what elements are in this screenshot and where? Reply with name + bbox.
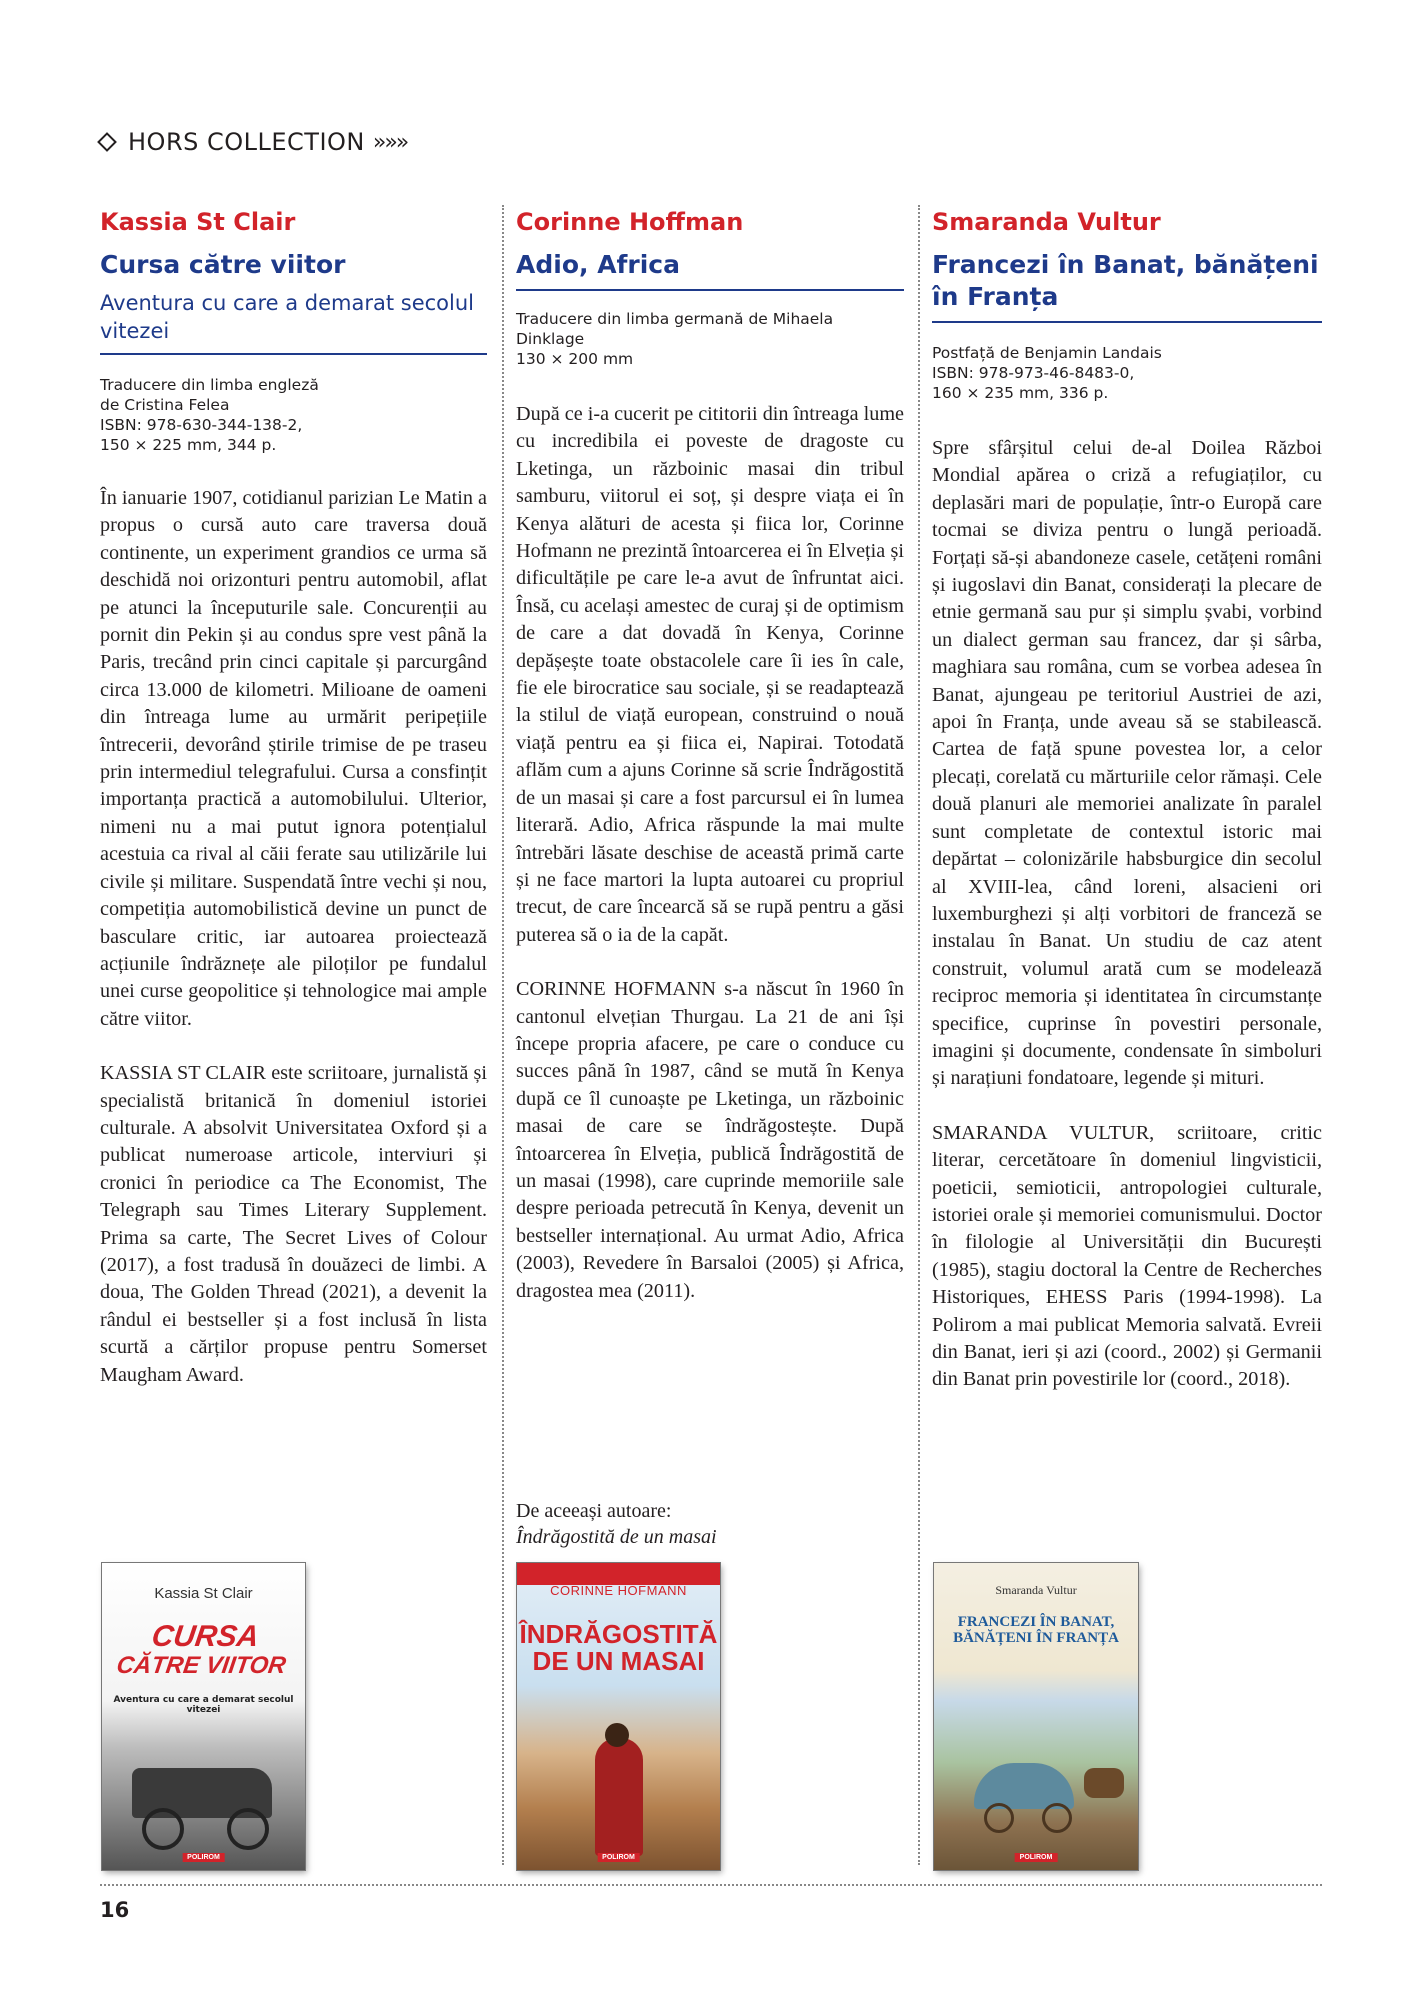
wheel-illustration: [984, 1803, 1014, 1833]
book-subtitle: Aventura cu care a demarat secolul vitezei: [100, 291, 474, 343]
double-chevron-icon: »»»: [372, 129, 408, 155]
description-paragraph: După ce i-a cucerit pe cititorii din întreaga lume cu incredibila ei poveste de dragoste cu Lketinga, un războinic masai din tribul samburu, viitorul ei soț, și despre viața ei în Kenya alături de acesta și fiica lor, Corinne Hofmann ne prezintă întoarcerea ei în Elveția și dificultățile pe care le-a avut de înfruntat aici. Însă, cu același amestec de curaj și de optimism de care a dat dovadă în Kenya, Corinne depășește toate obstacolele care îi ies în cale, fie ele birocratice sau sociale, și se readaptează la stilul de viață european, construind o nouă viață pentru ea și fiica ei, Napirai. Totodată aflăm cum a ajuns Corinne să scrie Îndrăgostită de un masai și care a fost parcursul ei în lumea literară. Adio, Africa răspunde la mai multe întrebări lăsate deschise de această primă carte și ne face martori la lupta autoarei cu propriul trecut, de care încearcă să se rupă pentru a găsi puterea să o ia de la capăt.: [516, 403, 904, 946]
book-author: Smaranda Vultur: [932, 208, 1161, 236]
publisher-logo: POLIROM: [182, 1853, 225, 1862]
meta-line: ISBN: 978-630-344-138-2,: [100, 416, 303, 434]
wagon-illustration: [974, 1763, 1074, 1809]
masai-figure-illustration: [595, 1738, 643, 1856]
book-entry-francezi: [932, 205, 1322, 1421]
book-entry-cursa: [100, 205, 487, 1416]
book-title: Francezi în Banat, bănățeni în Franța: [932, 250, 1319, 311]
cover-title: [517, 1621, 720, 1676]
cover-title-line: FRANCEZI ÎN BANAT,: [957, 1614, 1115, 1630]
meta-line: ISBN: 978-973-46-8483-0,: [932, 364, 1135, 382]
title-rule: [932, 321, 1322, 323]
cover-author: Kassia St Clair: [154, 1585, 253, 1602]
book-entry-adio-africa: [516, 205, 904, 1332]
page-number: 16: [100, 1898, 130, 1922]
also-title: Îndrăgostită de un masai: [516, 1526, 717, 1548]
section-label: HORS COLLECTION: [128, 128, 365, 156]
cover-author: CORINNE HOFMANN: [550, 1583, 687, 1598]
title-rule: [516, 289, 904, 291]
cover-author: Smaranda Vultur: [995, 1583, 1077, 1597]
cover-title-line: CĂTRE VIITOR: [114, 1651, 288, 1679]
book-meta: [932, 343, 1322, 403]
cover-subtitle: Aventura cu care a demarat secolul vitezei: [113, 1695, 294, 1715]
author-bio-paragraph: KASSIA ST CLAIR este scriitoare, jurnalistă și specialistă britanică în domeniul istoriei culturale. A absolvit Universitatea Oxford și a publicat numeroase articole, interviuri și cronici în periodice ca The Economist, The Telegraph sau Times Literary Supplement. Prima sa carte, The Secret Lives of Colour (2017), a fost tradusă în douăzeci de limbi. A doua, The Golden Thread (2021), a devenit la rândul ei bestseller și a fost inclusă în lista scurtă a cărților propuse pentru Somerset Maugham Award.: [100, 1062, 487, 1386]
book-meta: [100, 375, 487, 455]
cover-title: [934, 1615, 1138, 1647]
cover-banner: [517, 1563, 720, 1585]
column-divider: [502, 205, 504, 1865]
also-by-author: [516, 1498, 904, 1550]
book-cover-cursa: [102, 1563, 305, 1870]
book-description: [100, 485, 487, 1389]
book-author: Corinne Hoffman: [516, 208, 744, 236]
book-description: [516, 401, 904, 1305]
title-rule: [100, 353, 487, 355]
section-header: [100, 128, 407, 156]
publisher-logo: POLIROM: [597, 1853, 640, 1862]
meta-line: de Cristina Felea: [100, 396, 230, 414]
footer-rule: [100, 1884, 1322, 1886]
cover-title: [102, 1621, 305, 1678]
also-label: De aceeași autoare:: [516, 1500, 672, 1522]
author-bio-paragraph: CORINNE HOFMANN s-a născut în 1960 în cantonul elvețian Thurgau. La 21 de ani își începe propria afacere, pe care o conduce cu succes până în 1987, când se mută în Kenya după ce îl cunoaște pe Lketinga, un războinic masai de care se îndrăgostește. După întoarcerea în Elveția, publică Îndrăgostită de un masai (1998), care cuprinde memoriile sale despre perioada petrecută în Kenya, devenit un bestseller internațional. Au urmat Adio, Africa (2003), Revedere în Barsaloi (2005) și Africa, dragostea mea (2011).: [516, 978, 904, 1302]
publisher-logo: POLIROM: [1015, 1853, 1058, 1862]
cover-title-line: BĂNĂȚENI ÎN FRANȚA: [953, 1629, 1119, 1646]
wheel-illustration: [227, 1808, 269, 1850]
wheel-illustration: [142, 1808, 184, 1850]
meta-line: 150 × 225 mm, 344 p.: [100, 436, 277, 454]
description-paragraph: Spre sfârșitul celui de-al Doilea Război Mondial apărea o criză a refugiaților, cu deplasări mari de populație, într-o Europă care tocmai se diviza pentru o lungă perioadă. Forțați să-și abandoneze casele, cetățeni români și iugoslavi din Banat, considerați la plecare de etnie germană sau pur și simplu șvabi, vorbind un dialect german sau francez, dar și sârba, maghiara sau româna, cum se vorbea adesea în Banat, ajungeau pe teritoriul Austriei de azi, apoi în Franța, unde aveau să se stabilească. Cartea de față spune povestea lor, a celor plecați, corelată cu mărturiile celor rămași. Cele două planuri ale memoriei analizate în paralel sunt completate de contextul istoric mai depărtat – colonizările habsburgice din secolul al XVIII-lea, când loreni, alsacieni ori luxemburghezi și alți vorbitori de franceză se instalau în Banat. Un studiu de caz atent construit, volumul arată cum se modelează reciproc memoria și identitatea în circumstanțe specifice, cuprinse în povestiri personale, imagini și documente, condensate în simboluri și narațiuni fondatoare, legende și mituri.: [932, 437, 1322, 1090]
book-title: Adio, Africa: [516, 250, 681, 279]
wheel-illustration: [1042, 1803, 1072, 1833]
meta-line: 130 × 200 mm: [516, 350, 634, 368]
book-title: Cursa către viitor: [100, 250, 346, 279]
meta-line: Postfață de Benjamin Landais: [932, 344, 1162, 362]
book-cover-indragostita: [517, 1563, 720, 1870]
column-divider: [918, 205, 920, 1865]
meta-line: 160 × 235 mm, 336 p.: [932, 384, 1109, 402]
diamond-icon: [97, 132, 117, 152]
book-meta: [516, 309, 904, 369]
meta-line: Traducere din limba germană de Mihaela Dinklage: [516, 310, 834, 348]
cover-title-line: ÎNDRĂGOSTITĂ: [519, 1619, 718, 1649]
author-bio-paragraph: SMARANDA VULTUR, scriitoare, critic literar, cercetătoare în domeniul lingvisticii, poeticii, semioticii, antropologiei culturale, istoriei orale și memoriei comunismului. Doctor în filologie al Universității din București (1985), stagiu doctoral la Centre de Recherches Historiques, EHESS Paris (1994-1998). La Polirom a mai publicat Memoria salvată. Evreii din Banat, ieri și azi (coord., 2002) și Germanii din Banat prin povestirile lor (coord., 2018).: [932, 1121, 1322, 1391]
cover-title-line: DE UN MASAI: [532, 1646, 705, 1677]
description-paragraph: În ianuarie 1907, cotidianul parizian Le Matin a propus o cursă auto care traversa două continente, un experiment grandios ce urma să deschidă noi orizonturi pentru automobil, aflat pe atunci la începuturile sale. Concurenții au pornit din Pekin și au condus spre vest până la Paris, trecând prin cinci capitale și parcurgând circa 13.000 de kilometri. Milioane de oameni din întreaga lume au urmărit peripețiile întrecerii, devorând știrile trimise de pe traseu prin intermediul telegrafului. Cursa a consfințit importanța practică a automobilului. Ulterior, nimeni nu a mai putut ignora potențialul acestuia ca rival al căii ferate sau utilizările lui civile și militare. Suspendată între vechi și nou, competiția automobilistică devine un punct de basculare critic, iar autoarea proiectează acțiunile îndrăznețe ale piloților pe fundalul unei curse geopolitice și tehnologice mai ample către viitor.: [100, 487, 487, 1030]
figure-head-illustration: [605, 1723, 629, 1747]
book-description: [932, 435, 1322, 1394]
horse-illustration: [1084, 1768, 1124, 1798]
cover-title-line: CURSA: [149, 1620, 261, 1653]
meta-line: Traducere din limba engleză: [100, 376, 319, 394]
book-author: Kassia St Clair: [100, 208, 296, 236]
book-cover-francezi: [934, 1563, 1138, 1870]
